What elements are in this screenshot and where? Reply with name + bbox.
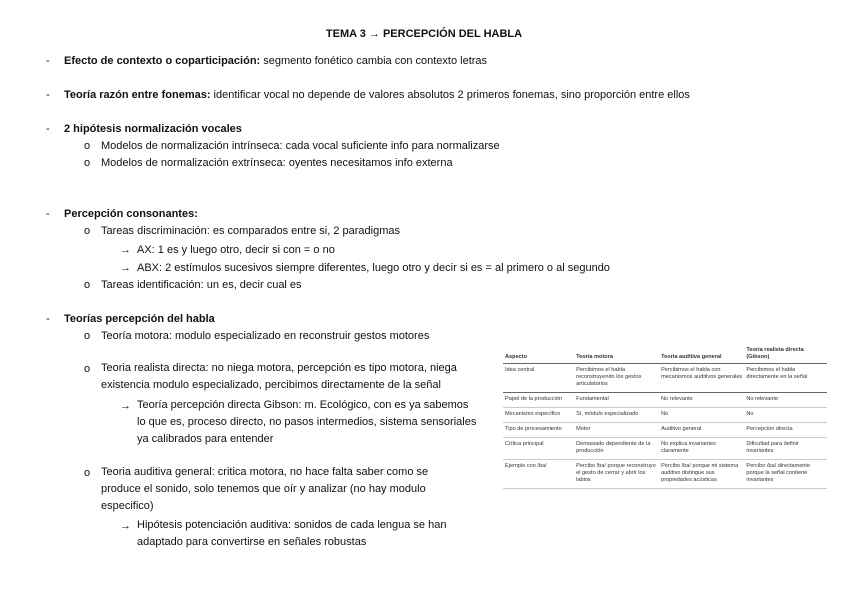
arrow-item: Teoría percepción directa Gibson: m. Ecológico, con es ya sabemos lo que es, proceso directo, no pasos intermedios, sistema sensoriales ya calibrados para entender (137, 399, 477, 445)
sub-item: Tareas identificación: un es, decir cual es (101, 279, 302, 291)
table-header: Teoría realista directa (Gibson) (744, 345, 827, 364)
table-cell: No relevante (744, 393, 827, 408)
item-teorias (64, 312, 215, 326)
dash-marker: - (46, 208, 50, 220)
bullet-marker: o (84, 467, 91, 479)
table-row (503, 438, 827, 460)
arrow-item: ABX: 2 estímulos sucesivos siempre diferentes, luego otro y decir si es = al primero o al segundo (137, 262, 610, 274)
table-row (503, 423, 827, 438)
table-cell: Auditivo general (659, 423, 744, 438)
bullet-marker: o (84, 279, 91, 291)
table-cell: Percepción directa (744, 423, 827, 438)
arrow-marker: → (120, 244, 131, 256)
table-cell: Percibimos el habla directamente en la señal (744, 364, 827, 393)
sub-item: Teoría motora: modulo especializado en reconstruir gestos motores (101, 330, 430, 342)
sub-item: Modelos de normalización intrínseca: cada vocal suficiente info para normalizarse (101, 140, 500, 152)
table-cell: No explica invariantes claramente (659, 438, 744, 460)
item-label: Efecto de contexto o coparticipación: (64, 55, 261, 67)
item-text: segmento fonético cambia con contexto letras (260, 55, 488, 67)
table-cell: Ejemplo con /ba/ (503, 460, 574, 489)
dash-marker: - (46, 123, 50, 135)
arrow-marker: → (120, 520, 131, 532)
table-header: Aspecto (503, 345, 574, 364)
item-label: 2 hipótesis normalización vocales (64, 123, 242, 135)
sub-item: Teoria auditiva general: critica motora, no hace falta saber como se produce el sonido, solo tenemos que oír y analizar (no hay modulo especifico) (101, 466, 429, 512)
page-title: TEMA 3 → PERCEPCIÓN DEL HABLA (325, 28, 523, 40)
table-cell: Sí, módulo especializado (574, 408, 659, 423)
comparison-table (503, 345, 827, 489)
table-cell: Mecanismo específico (503, 408, 574, 423)
arrow-marker: → (120, 400, 131, 412)
table-cell: Percibimos el habla con mecanismos auditivos generales (659, 364, 744, 393)
item-contexto (64, 54, 487, 68)
item-label: Teoría razón entre fonemas: (64, 89, 211, 101)
arrow-item: AX: 1 es y luego otro, decir si con = o no (137, 244, 335, 256)
table-header-row (503, 345, 827, 364)
sub-item: Teoria realista directa: no niega motora, percepción es tipo motora, niega existencia modulo especializado, percibimos directamente de la señal (101, 362, 457, 391)
table-cell: No (659, 408, 744, 423)
sub-item: Tareas discriminación: es comparados entre si, 2 paradigmas (101, 225, 400, 237)
bullet-marker: o (84, 225, 91, 237)
bullet-marker: o (84, 363, 91, 375)
table-header: Teoría auditiva general (659, 345, 744, 364)
dash-marker: - (46, 313, 50, 325)
table-cell: Motor (574, 423, 659, 438)
bullet-marker: o (84, 140, 91, 152)
table-cell: Idea central (503, 364, 574, 393)
table-cell: Percibimos el habla reconstruyendo los gestos articulatorios (574, 364, 659, 393)
table-cell: Fundamental (574, 393, 659, 408)
table-cell: Dificultad para definir invariantes (744, 438, 827, 460)
item-label: Percepción consonantes: (64, 208, 198, 220)
bullet-marker: o (84, 330, 91, 342)
item-consonantes (64, 207, 198, 221)
dash-marker: - (46, 55, 50, 67)
item-label: Teorías percepción del habla (64, 313, 215, 325)
table-row (503, 364, 827, 393)
table-cell: No relevante (659, 393, 744, 408)
table-cell: Percibo /ba/ directamente porque la señal contiene invariantes (744, 460, 827, 489)
table-cell: Percibo /ba/ porque mi sistema auditivo distingue sus propiedades acústicas (659, 460, 744, 489)
table-header: Teoría motora (574, 345, 659, 364)
table-row (503, 460, 827, 489)
dash-marker: - (46, 89, 50, 101)
arrow-item: Hipótesis potenciación auditiva: sonidos de cada lengua se han adaptado para convertirse en señales robustas (137, 519, 447, 548)
table-cell: Percibo /ba/ porque reconstruyo el gesto de cerrar y abrir los labios (574, 460, 659, 489)
arrow-marker: → (120, 262, 131, 274)
table-cell: Demasiado dependiente de la producción (574, 438, 659, 460)
bullet-marker: o (84, 157, 91, 169)
table-cell: Tipo de procesamiento (503, 423, 574, 438)
sub-item: Modelos de normalización extrínseca: oyentes necesitamos info externa (101, 157, 453, 169)
item-hipotesis (64, 122, 242, 136)
table-row (503, 408, 827, 423)
table-row (503, 393, 827, 408)
item-text: identificar vocal no depende de valores absolutos 2 primeros fonemas, sino proporción entre ellos (210, 89, 690, 101)
table-cell: No (744, 408, 827, 423)
item-razon (64, 88, 690, 102)
table-cell: Crítica principal (503, 438, 574, 460)
table-cell: Papel de la producción (503, 393, 574, 408)
